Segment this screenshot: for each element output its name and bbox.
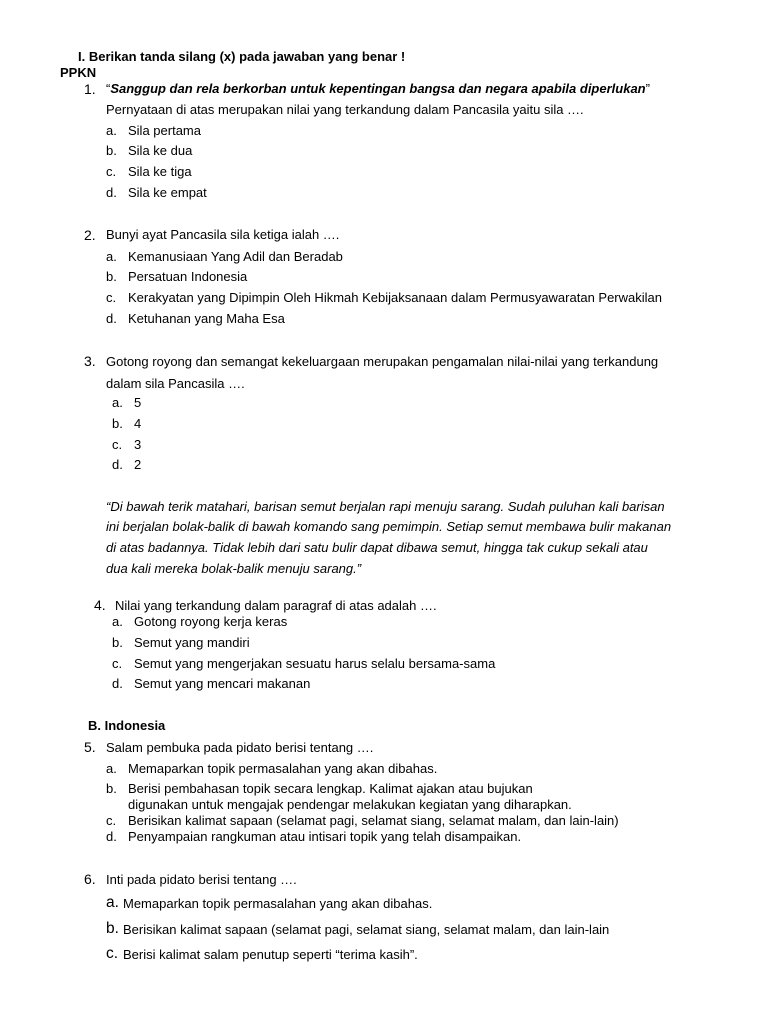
q5-stem: Salam pembuka pada pidato berisi tentang ….: [106, 740, 374, 755]
q5-option-b-line1: Berisi pembahasan topik secara lengkap. Kalimat ajakan atau bujukan: [128, 781, 533, 796]
passage-line-2: ini berjalan bolak-balik di bawah komando sang pemimpin. Setiap semut membawa bulir makanan: [106, 519, 672, 534]
section-ppkn-heading: PPKN: [60, 65, 97, 80]
q4-option-c-letter: c.: [112, 656, 123, 671]
q3-stem-line2: dalam sila Pancasila ….: [106, 376, 245, 391]
passage-line-1: “Di bawah terik matahari, barisan semut berjalan rapi menuju sarang. Sudah puluhan kali barisan: [106, 499, 665, 514]
q2-stem: Bunyi ayat Pancasila sila ketiga ialah ….: [106, 227, 340, 242]
q4-option-b: Semut yang mandiri: [134, 635, 250, 650]
q5-option-c: Berisikan kalimat sapaan (selamat pagi, selamat siang, selamat malam, dan lain-lain): [128, 813, 619, 828]
q4-option-a: Gotong royong kerja keras: [134, 614, 288, 629]
q4-option-c: Semut yang mengerjakan sesuatu harus selalu bersama-sama: [134, 656, 496, 671]
section-b-heading: B. Indonesia: [88, 718, 166, 733]
q6-option-a: Memaparkan topik permasalahan yang akan dibahas.: [123, 896, 433, 911]
instruction-heading: I. Berikan tanda silang (x) pada jawaban yang benar !: [78, 49, 406, 64]
q3-option-d-letter: d.: [112, 457, 123, 472]
q1-open-quote: “: [106, 81, 111, 96]
passage-line-3: di atas badannya. Tidak lebih dari satu bulir dapat dibawa semut, hingga tak cukup sekali atau: [106, 540, 648, 555]
q2-option-c: Kerakyatan yang Dipimpin Oleh Hikmah Kebijaksanaan dalam Permusyawaratan Perwakilan: [128, 290, 662, 305]
q1-option-c-letter: c.: [106, 164, 117, 179]
q6-option-a-letter: a.: [106, 894, 119, 911]
q2-option-d: Ketuhanan yang Maha Esa: [128, 311, 285, 326]
q1-option-a: Sila pertama: [128, 123, 201, 138]
q1-quote: [106, 82, 650, 95]
q4-option-d-letter: d.: [112, 676, 123, 691]
q2-number: 2.: [84, 227, 96, 243]
q1-option-d: Sila ke empat: [128, 185, 207, 200]
q6-option-c-letter: c.: [106, 945, 119, 962]
q3-stem-line1: Gotong royong dan semangat kekeluargaan merupakan pengamalan nilai-nilai yang terkandung: [106, 354, 659, 369]
q1-quote-text: Sanggup dan rela berkorban untuk kepentingan bangsa dan negara apabila diperlukan: [110, 81, 646, 96]
q1-option-b: Sila ke dua: [128, 143, 193, 158]
q5-option-a: Memaparkan topik permasalahan yang akan dibahas.: [128, 761, 438, 776]
q2-option-b-letter: b.: [106, 269, 117, 284]
q3-option-a-letter: a.: [112, 395, 123, 410]
q3-option-b-letter: b.: [112, 416, 123, 431]
passage-line-4: dua kali mereka bolak-balik menuju sarang.”: [106, 561, 362, 576]
q4-option-d: Semut yang mencari makanan: [134, 676, 311, 691]
q4-number: 4.: [94, 597, 106, 613]
q6-number: 6.: [84, 871, 96, 887]
q2-option-b: Persatuan Indonesia: [128, 269, 248, 284]
q1-number: 1.: [84, 81, 96, 97]
q3-option-a: 5: [134, 395, 142, 410]
q6-stem: Inti pada pidato berisi tentang ….: [106, 872, 297, 887]
q5-option-d: Penyampaian rangkuman atau intisari topik yang telah disampaikan.: [128, 829, 522, 844]
q1-option-c: Sila ke tiga: [128, 164, 192, 179]
q1-stem: Pernyataan di atas merupakan nilai yang terkandung dalam Pancasila yaitu sila ….: [106, 102, 584, 117]
q4-option-b-letter: b.: [112, 635, 123, 650]
q3-option-c-letter: c.: [112, 437, 123, 452]
q3-option-b: 4: [134, 416, 142, 431]
q6-option-b-letter: b.: [106, 920, 119, 937]
q4-option-a-letter: a.: [112, 614, 123, 629]
q1-option-b-letter: b.: [106, 143, 117, 158]
q6-option-b: Berisikan kalimat sapaan (selamat pagi, selamat siang, selamat malam, dan lain-lain: [123, 922, 610, 937]
q5-option-b-line2: digunakan untuk mengajak pendengar melakukan kegiatan yang diharapkan.: [128, 797, 572, 812]
q1-option-a-letter: a.: [106, 123, 117, 138]
q5-option-a-letter: a.: [106, 761, 117, 776]
q3-option-d: 2: [134, 457, 142, 472]
q6-option-c: Berisi kalimat salam penutup seperti “terima kasih”.: [123, 947, 418, 962]
q1-close-quote: ”: [645, 81, 650, 96]
q5-option-c-letter: c.: [106, 813, 117, 828]
q5-number: 5.: [84, 739, 96, 755]
q2-option-d-letter: d.: [106, 311, 117, 326]
q5-option-b-letter: b.: [106, 781, 117, 796]
q2-option-c-letter: c.: [106, 290, 117, 305]
q3-number: 3.: [84, 353, 96, 369]
q4-stem: Nilai yang terkandung dalam paragraf di atas adalah ….: [115, 598, 437, 613]
q1-option-d-letter: d.: [106, 185, 117, 200]
q2-option-a: Kemanusiaan Yang Adil dan Beradab: [128, 249, 343, 264]
q5-option-d-letter: d.: [106, 829, 117, 844]
q2-option-a-letter: a.: [106, 249, 117, 264]
q3-option-c: 3: [134, 437, 142, 452]
